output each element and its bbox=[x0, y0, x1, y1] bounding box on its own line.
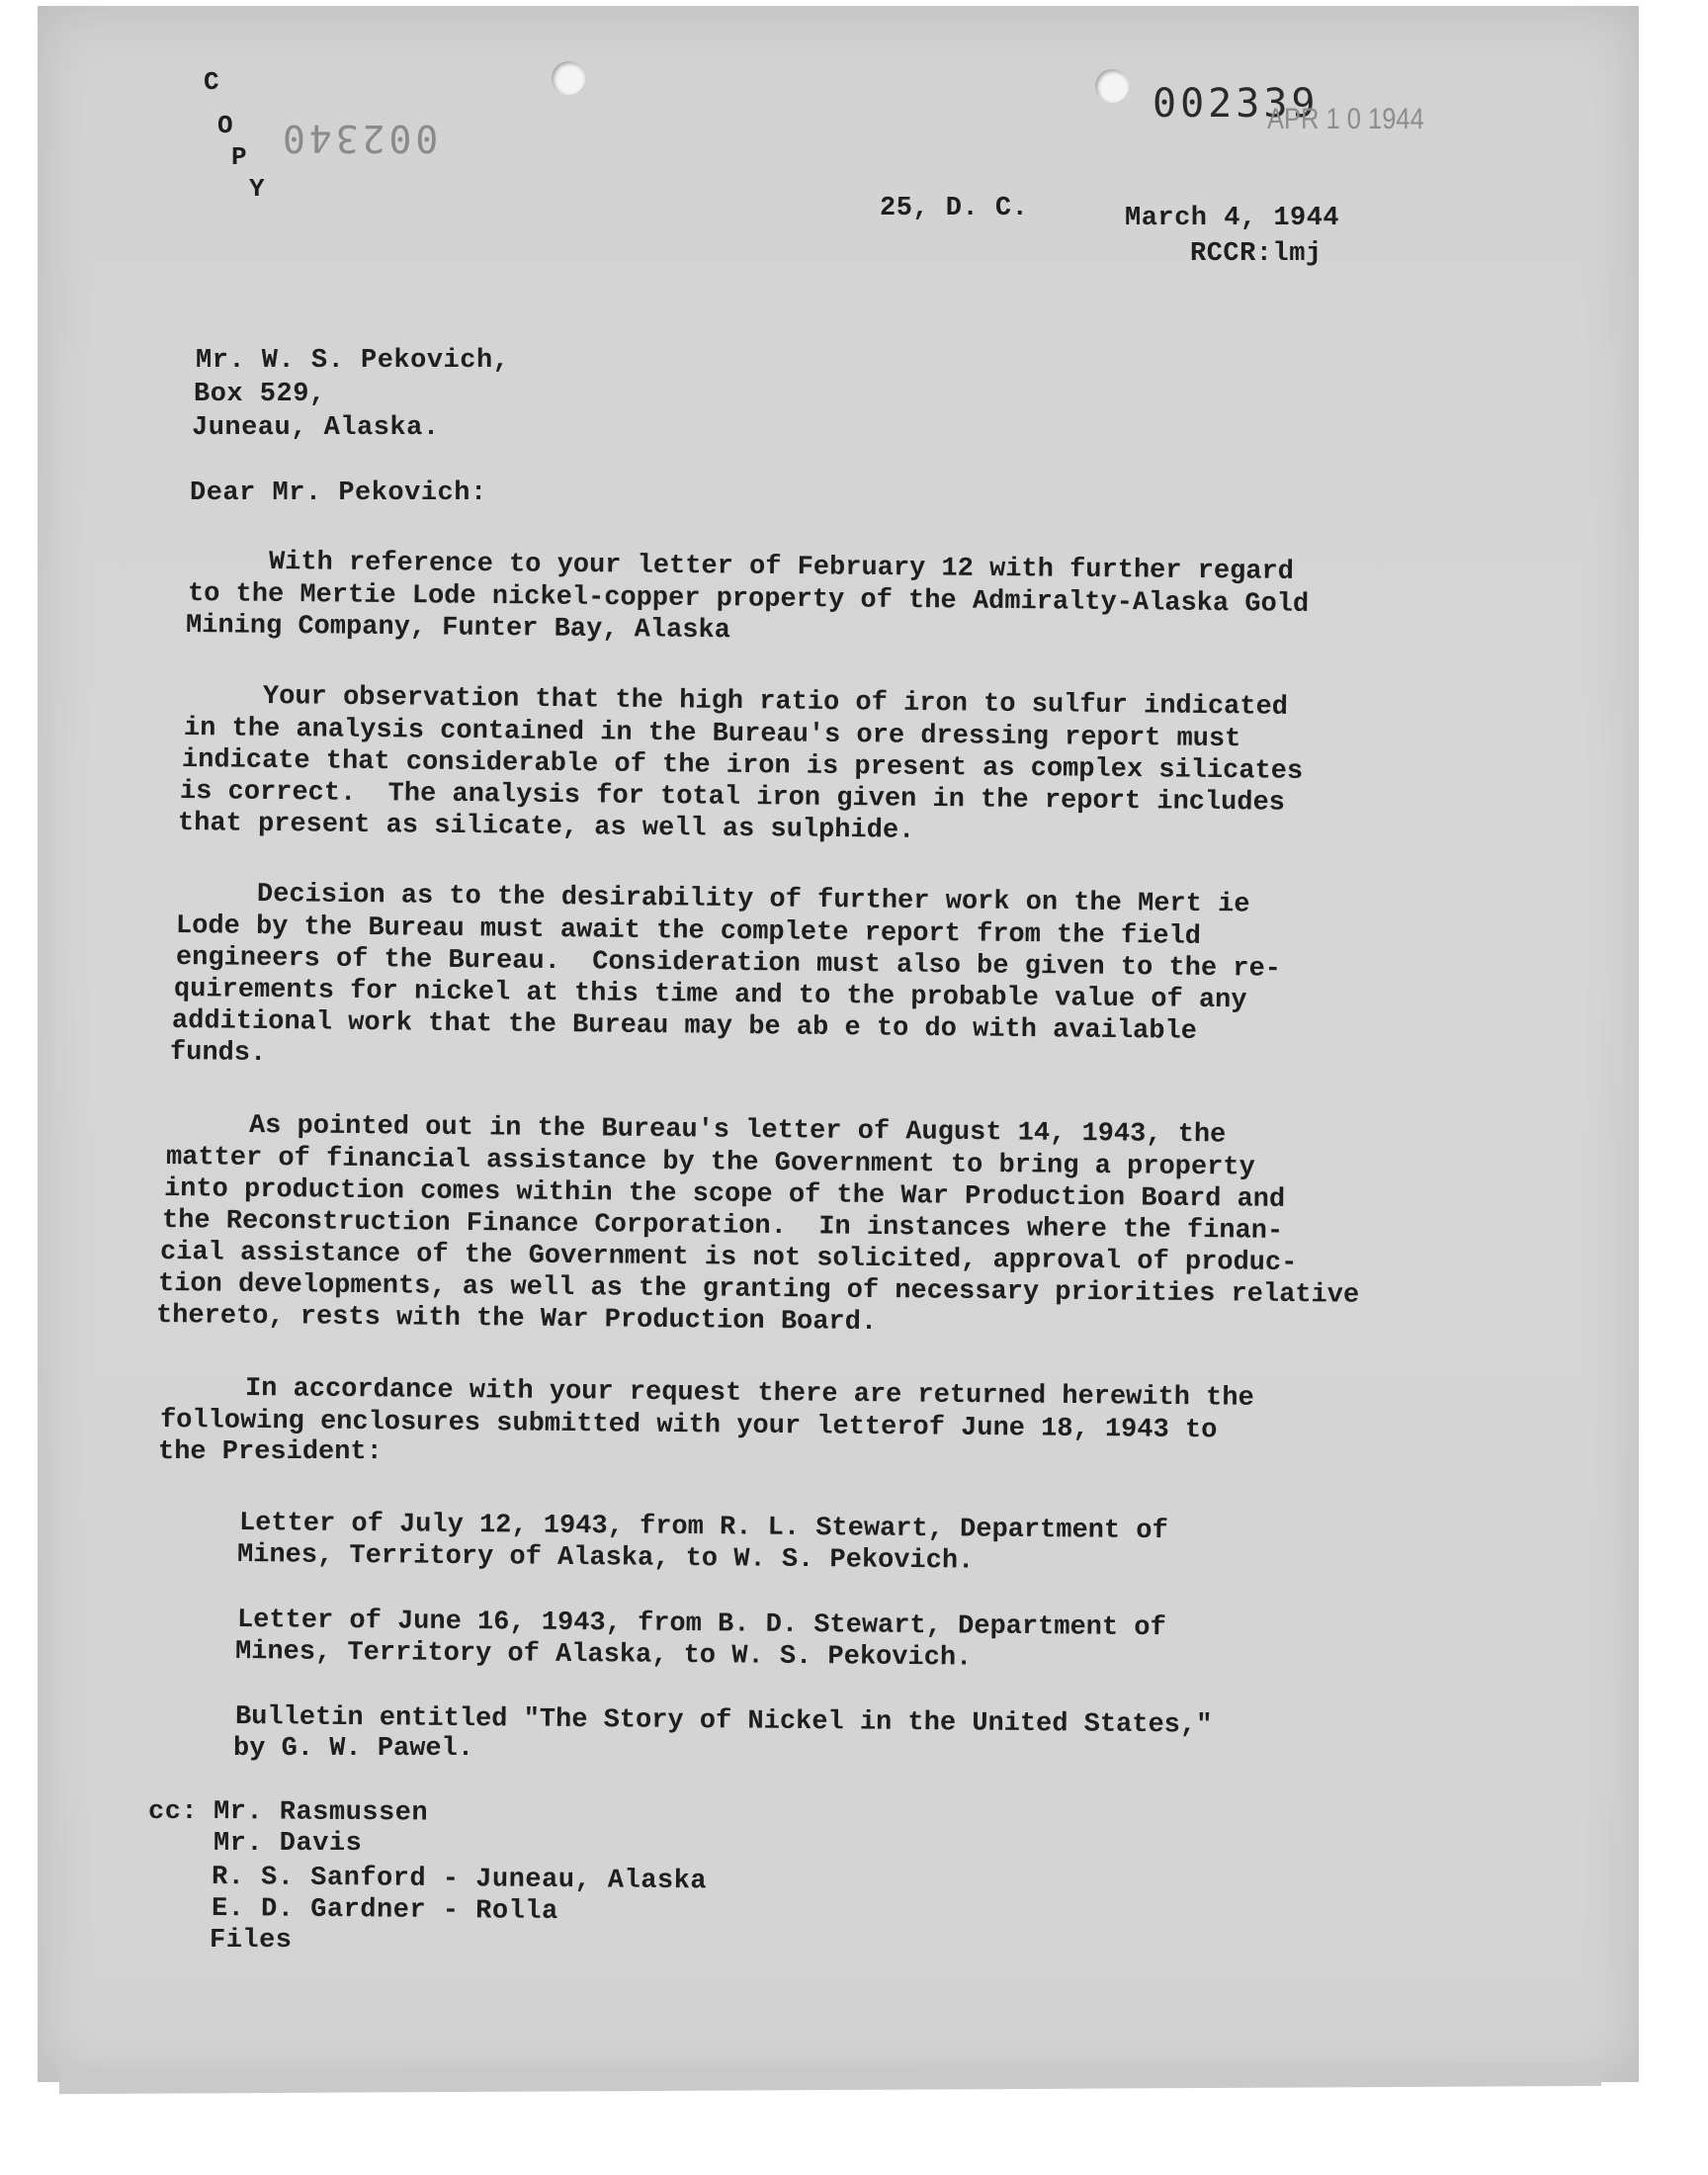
cc-label: cc: bbox=[148, 1797, 199, 1827]
addressee-city: Juneau, Alaska. bbox=[192, 413, 440, 443]
copy-mark-p: P bbox=[231, 142, 247, 172]
cc-recipient: Mr. Rasmussen bbox=[213, 1797, 429, 1829]
header-reference: RCCR:lmj bbox=[1190, 239, 1323, 269]
header-date: March 4, 1944 bbox=[1125, 204, 1340, 233]
enclosure-line: Letter of July 12, 1943, from R. L. Stewart, Department of bbox=[238, 1509, 1168, 1547]
addressee-name: Mr. W. S. Pekovich, bbox=[196, 346, 510, 376]
paragraph-line: With reference to your letter of February 12 with further regard bbox=[268, 548, 1295, 587]
paragraph-line: is correct. The analysis for total iron given in the report includes bbox=[179, 777, 1286, 819]
paragraph-line: in the analysis contained in the Bureau's ore dressing report must bbox=[183, 714, 1241, 755]
paragraph-line: Mining Company, Funter Bay, Alaska bbox=[185, 611, 731, 647]
punch-hole-right bbox=[1095, 69, 1129, 103]
paragraph-line: tion developments, as well as the granting of necessary priorities relative bbox=[157, 1269, 1360, 1311]
paragraph-line: additional work that the Bureau may be ab e to do with available bbox=[171, 1006, 1198, 1047]
cc-recipient: R. S. Sanford - Juneau, Alaska bbox=[211, 1863, 708, 1897]
paragraph-line: cial assistance of the Government is not solicited, approval of produc- bbox=[159, 1238, 1298, 1279]
enclosure-line: Mines, Territory of Alaska, to W. S. Pekovich. bbox=[234, 1637, 973, 1674]
enclosure-line: Letter of June 16, 1943, from B. D. Stewart, Department of bbox=[236, 1606, 1166, 1644]
copy-mark-c: C bbox=[204, 67, 219, 97]
paragraph-line: engineers of the Bureau. Consideration must also be given to the re- bbox=[175, 943, 1282, 985]
punch-hole-left bbox=[552, 61, 585, 95]
paragraph-line: matter of financial assistance by the Government to bring a property bbox=[165, 1143, 1255, 1183]
mirrored-stamp-number: 002340 bbox=[279, 117, 439, 160]
paragraph-line: thereto, rests with the War Production Board. bbox=[155, 1301, 878, 1338]
copy-mark-y: Y bbox=[249, 174, 265, 204]
enclosure-line: by G. W. Pawel. bbox=[233, 1734, 474, 1764]
paragraph-line: the Reconstruction Finance Corporation. In instances where the finan- bbox=[161, 1206, 1284, 1247]
paragraph-line: following enclosures submitted with your letterof June 18, 1943 to bbox=[159, 1406, 1218, 1446]
paragraph-line: indicate that considerable of the iron is present as complex silicates bbox=[181, 745, 1304, 787]
cc-recipient: E. D. Gardner - Rolla bbox=[211, 1894, 558, 1928]
enclosure-line: Mines, Territory of Alaska, to W. S. Pekovich. bbox=[236, 1540, 975, 1577]
salutation: Dear Mr. Pekovich: bbox=[190, 478, 487, 508]
paragraph-line: into production comes within the scope of the War Production Board and bbox=[163, 1174, 1286, 1215]
cc-recipient: Mr. Davis bbox=[214, 1829, 363, 1859]
cc-recipient: Files bbox=[210, 1926, 293, 1956]
paragraph-line: Your observation that the high ratio of iron to sulfur indicated bbox=[262, 682, 1289, 723]
letter-page bbox=[38, 6, 1639, 2082]
copy-mark-o: O bbox=[217, 111, 233, 140]
enclosure-line: Bulletin entitled "The Story of Nickel in the United States," bbox=[234, 1702, 1213, 1741]
paragraph-line: Lode by the Bureau must await the complete report from the field bbox=[175, 912, 1202, 952]
received-date-stamp: APR 1 0 1944 bbox=[1267, 103, 1424, 135]
addressee-box: Box 529, bbox=[194, 380, 326, 409]
header-location: 25, D. C. bbox=[880, 194, 1029, 223]
paragraph-line: Decision as to the desirability of further work on the Mert ie bbox=[256, 880, 1250, 920]
paragraph-line: quirements for nickel at this time and to the probable value of any bbox=[173, 975, 1247, 1016]
paragraph-line: to the Mertie Lode nickel-copper property of the Admiralty-Alaska Gold bbox=[187, 579, 1310, 620]
paragraph-line: In accordance with your request there are returned herewith the bbox=[244, 1374, 1254, 1414]
paragraph-line: As pointed out in the Bureau's letter of August 14, 1943, the bbox=[248, 1111, 1227, 1151]
paragraph-line: that present as silicate, as well as sulphide. bbox=[177, 809, 915, 846]
paragraph-line: funds. bbox=[169, 1038, 267, 1070]
paragraph-line: the President: bbox=[158, 1437, 383, 1467]
document-stamp-number: 002339 bbox=[1153, 81, 1320, 127]
